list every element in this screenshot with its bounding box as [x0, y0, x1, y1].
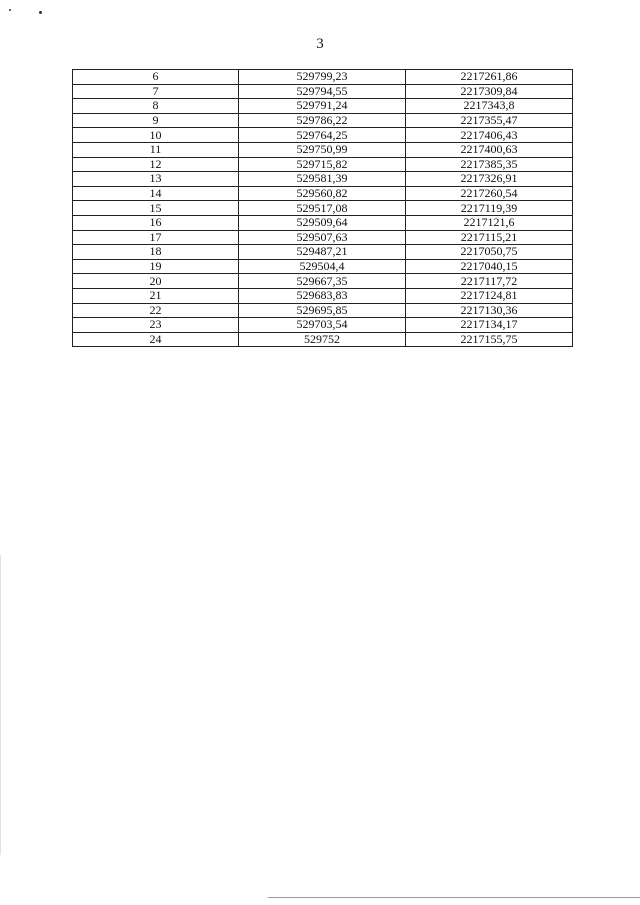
- y-coordinate-cell: 2217119,39: [406, 201, 573, 216]
- table-row: [73, 99, 573, 114]
- table-row: [73, 201, 573, 216]
- table-row: [73, 84, 573, 99]
- point-number-cell: 18: [73, 245, 239, 260]
- table-row: [73, 332, 573, 347]
- y-coordinate-cell: 2217117,72: [406, 274, 573, 289]
- point-number-cell: 15: [73, 201, 239, 216]
- y-coordinate-cell: 2217260,54: [406, 186, 573, 201]
- x-coordinate-cell: 529791,24: [239, 99, 406, 114]
- table-row: [73, 274, 573, 289]
- x-coordinate-cell: 529507,63: [239, 230, 406, 245]
- point-number-cell: 19: [73, 259, 239, 274]
- point-number-cell: 11: [73, 142, 239, 157]
- point-number-cell: 13: [73, 172, 239, 187]
- point-number-cell: 17: [73, 230, 239, 245]
- y-coordinate-cell: 2217115,21: [406, 230, 573, 245]
- table-row: [73, 70, 573, 85]
- point-number-cell: 24: [73, 332, 239, 347]
- x-coordinate-cell: 529517,08: [239, 201, 406, 216]
- table-row: [73, 245, 573, 260]
- table-row: [73, 172, 573, 187]
- x-coordinate-cell: 529764,25: [239, 128, 406, 143]
- x-coordinate-cell: 529683,83: [239, 288, 406, 303]
- table-row: [73, 288, 573, 303]
- table-row: [73, 186, 573, 201]
- x-coordinate-cell: 529581,39: [239, 172, 406, 187]
- y-coordinate-cell: 2217040,15: [406, 259, 573, 274]
- x-coordinate-cell: 529667,35: [239, 274, 406, 289]
- table-row: [73, 215, 573, 230]
- table-row: [73, 113, 573, 128]
- point-number-cell: 8: [73, 99, 239, 114]
- x-coordinate-cell: 529752: [239, 332, 406, 347]
- table-row: [73, 142, 573, 157]
- coordinates-table: [72, 69, 573, 347]
- y-coordinate-cell: 2217385,35: [406, 157, 573, 172]
- x-coordinate-cell: 529560,82: [239, 186, 406, 201]
- x-coordinate-cell: 529509,64: [239, 215, 406, 230]
- page-number: 3: [316, 36, 324, 52]
- table-row: [73, 318, 573, 333]
- x-coordinate-cell: 529715,82: [239, 157, 406, 172]
- coordinates-table-body: [73, 70, 573, 347]
- y-coordinate-cell: 2217050,75: [406, 245, 573, 260]
- table-row: [73, 128, 573, 143]
- table-row: [73, 230, 573, 245]
- scan-speck: [39, 11, 42, 14]
- x-coordinate-cell: 529799,23: [239, 70, 406, 85]
- point-number-cell: 23: [73, 318, 239, 333]
- scan-edge: [0, 555, 1, 855]
- y-coordinate-cell: 2217343,8: [406, 99, 573, 114]
- x-coordinate-cell: 529695,85: [239, 303, 406, 318]
- y-coordinate-cell: 2217155,75: [406, 332, 573, 347]
- point-number-cell: 21: [73, 288, 239, 303]
- point-number-cell: 10: [73, 128, 239, 143]
- point-number-cell: 20: [73, 274, 239, 289]
- y-coordinate-cell: 2217355,47: [406, 113, 573, 128]
- point-number-cell: 12: [73, 157, 239, 172]
- y-coordinate-cell: 2217400,63: [406, 142, 573, 157]
- x-coordinate-cell: 529786,22: [239, 113, 406, 128]
- y-coordinate-cell: 2217121,6: [406, 215, 573, 230]
- x-coordinate-cell: 529750,99: [239, 142, 406, 157]
- bottom-rule: [268, 897, 640, 898]
- y-coordinate-cell: 2217124,81: [406, 288, 573, 303]
- y-coordinate-cell: 2217134,17: [406, 318, 573, 333]
- point-number-cell: 22: [73, 303, 239, 318]
- y-coordinate-cell: 2217309,84: [406, 84, 573, 99]
- x-coordinate-cell: 529504,4: [239, 259, 406, 274]
- point-number-cell: 16: [73, 215, 239, 230]
- x-coordinate-cell: 529794,55: [239, 84, 406, 99]
- x-coordinate-cell: 529487,21: [239, 245, 406, 260]
- point-number-cell: 14: [73, 186, 239, 201]
- scan-speck: [9, 9, 11, 11]
- point-number-cell: 6: [73, 70, 239, 85]
- x-coordinate-cell: 529703,54: [239, 318, 406, 333]
- y-coordinate-cell: 2217326,91: [406, 172, 573, 187]
- y-coordinate-cell: 2217406,43: [406, 128, 573, 143]
- table-row: [73, 259, 573, 274]
- table-row: [73, 303, 573, 318]
- y-coordinate-cell: 2217130,36: [406, 303, 573, 318]
- table-row: [73, 157, 573, 172]
- point-number-cell: 9: [73, 113, 239, 128]
- y-coordinate-cell: 2217261,86: [406, 70, 573, 85]
- point-number-cell: 7: [73, 84, 239, 99]
